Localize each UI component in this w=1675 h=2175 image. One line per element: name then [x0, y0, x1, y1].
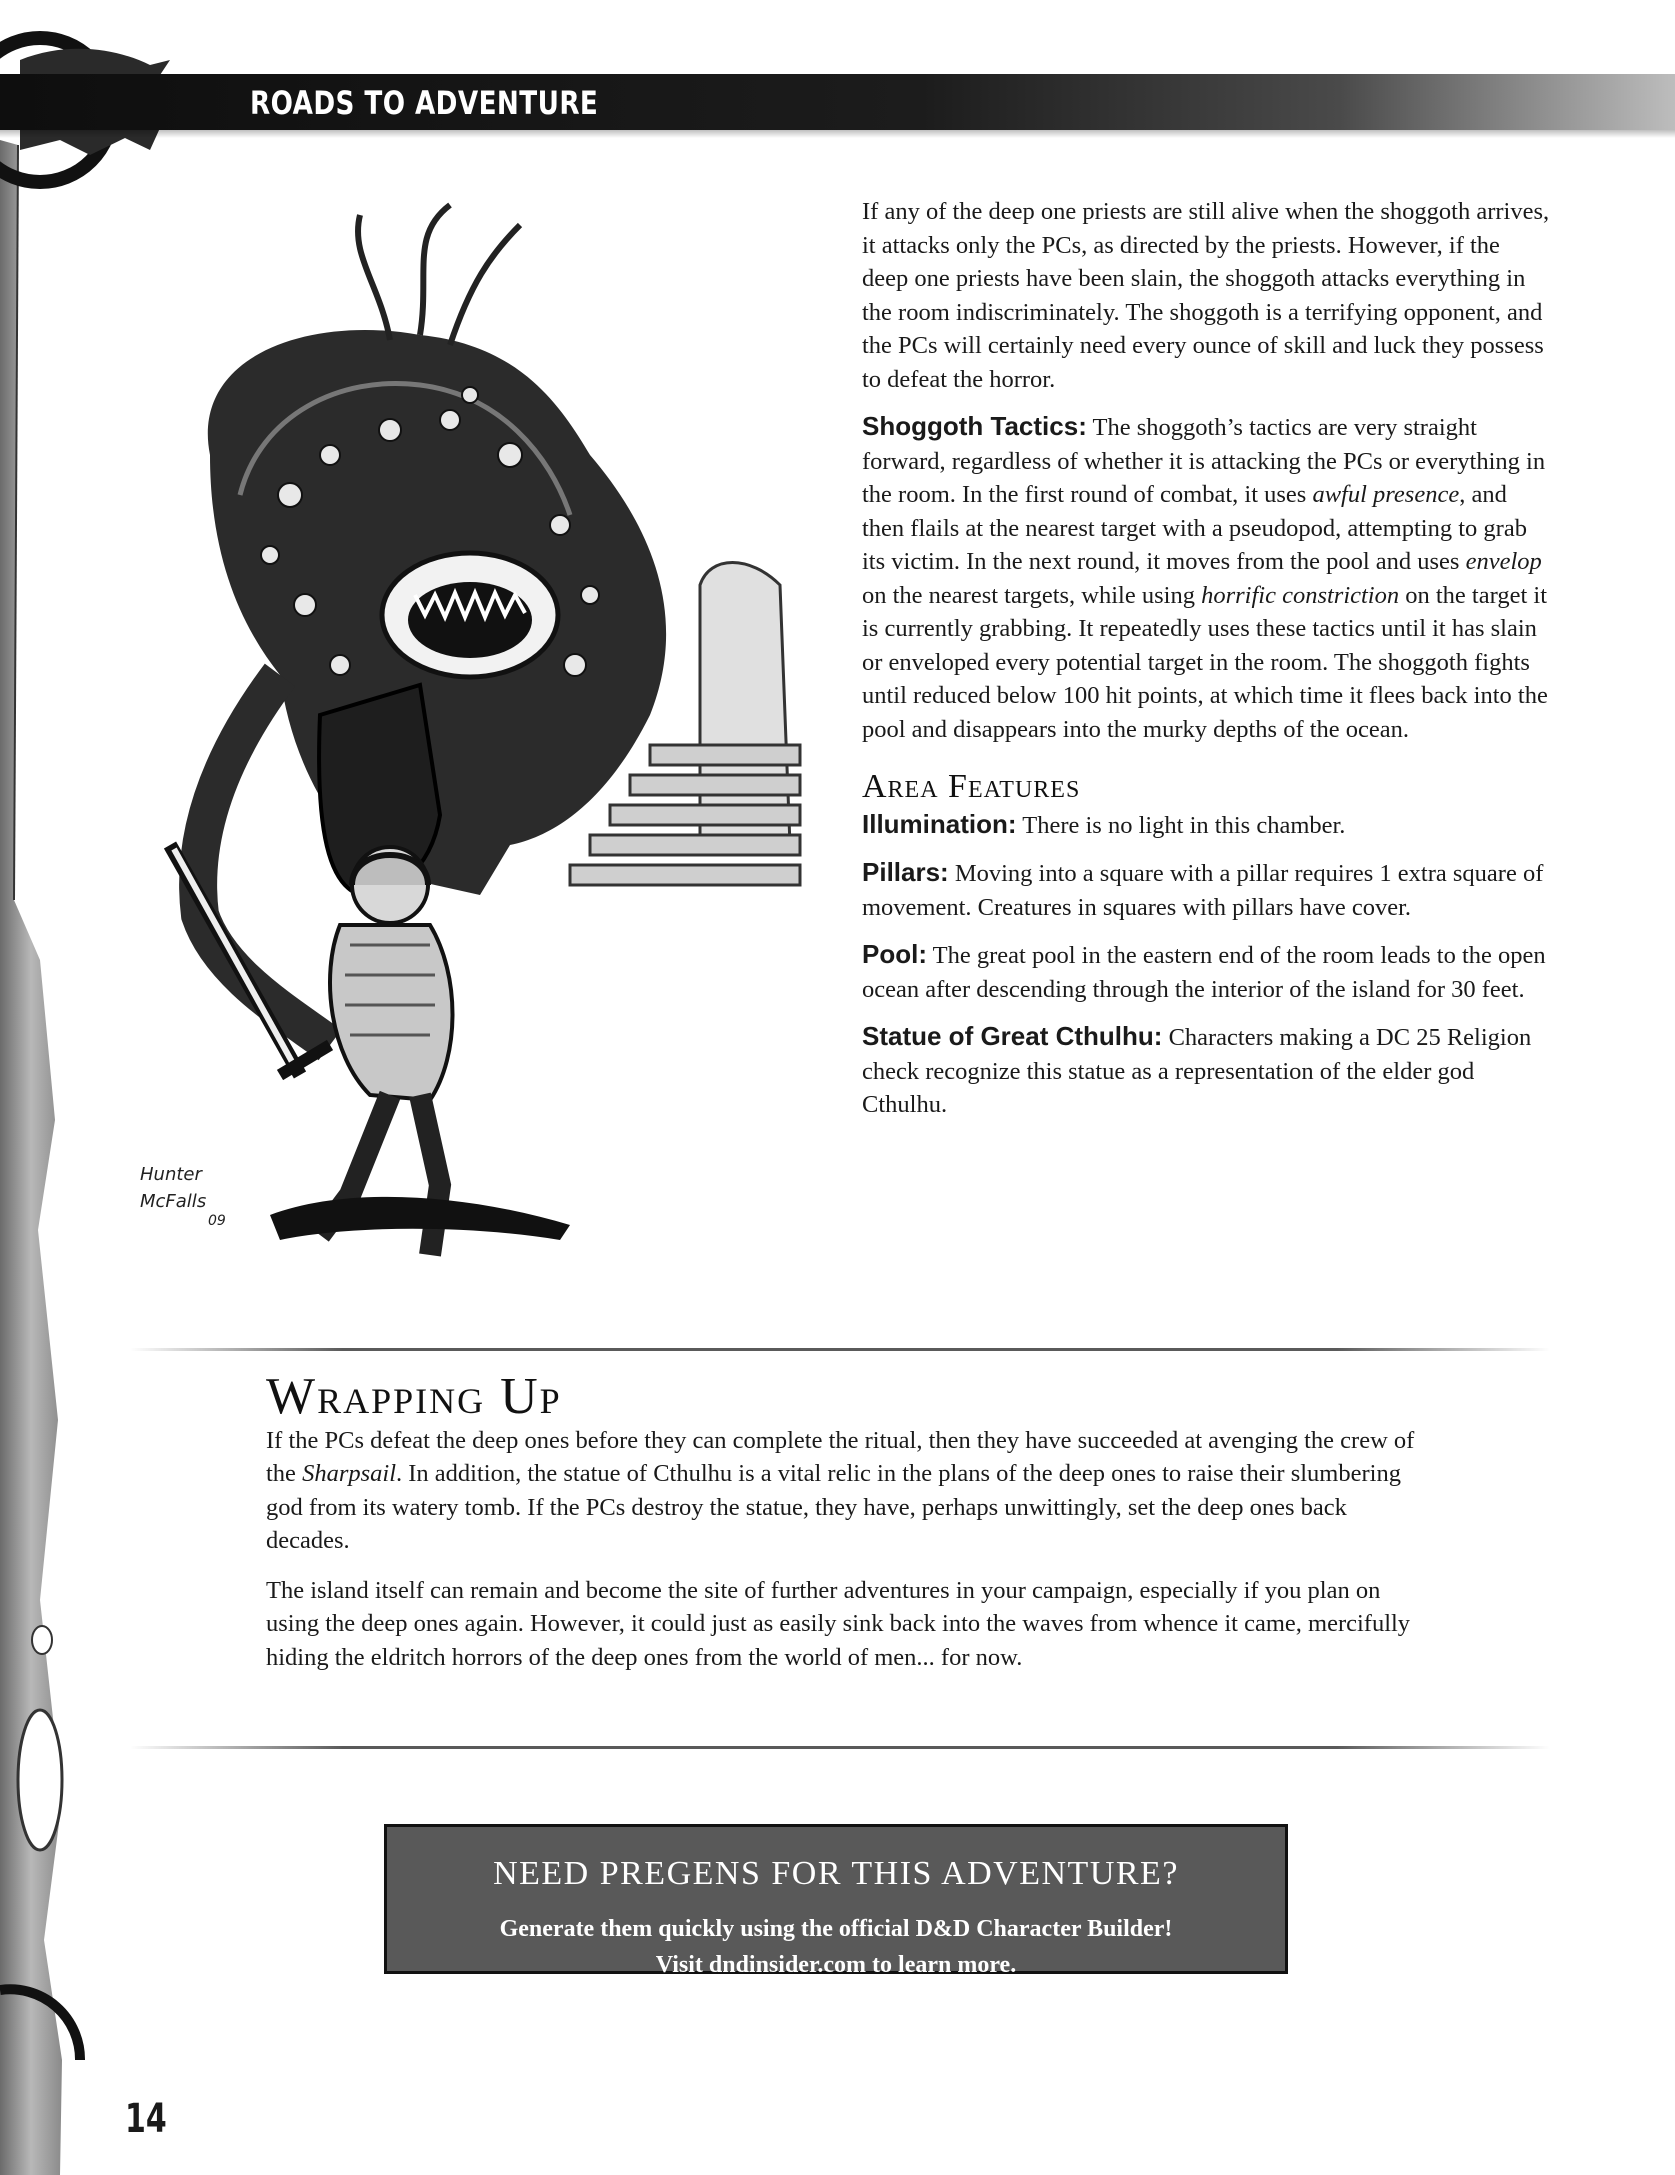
- feature-label: Statue of Great Cthulhu:: [862, 1021, 1163, 1051]
- promo-line-2: Visit dndinsider.com to learn more.: [655, 1952, 1017, 1978]
- svg-text:Hunter: Hunter: [140, 1164, 202, 1185]
- p1-text-a: If the PCs defeat the deep ones before they can complete the ritual, then they have succeeded at avenging the crew of the: [266, 1426, 1415, 1487]
- p1-text-b: . In addition, the statue of Cthulhu is a vital relic in the plans of the deep ones to raise their slumbering god from its watery tomb. If the PCs destroy the statue, they have, perhaps unwittingly, set the deep ones back decades.: [266, 1460, 1401, 1554]
- tactics-text-4: on the target it is currently grabbing. It repeatedly uses these tactics until it has slain or enveloped every potential target in the room. The shoggoth fights until reduced below 100 hit points, at which time it flees back into the pool and disappears into the murky depths of the ocean.: [862, 581, 1548, 743]
- section-divider-top: [130, 1348, 1550, 1351]
- shoggoth-tactics-paragraph: [862, 410, 1552, 746]
- shoggoth-tactics-label: Shoggoth Tactics:: [862, 411, 1087, 441]
- page-number: 14: [125, 2096, 167, 2142]
- intro-paragraph: If any of the deep one priests are still alive when the shoggoth arrives, it attacks only the PCs, as directed by the priests. However, if the deep one priests have been slain, the shoggoth attacks everything in the room indiscriminately. The shoggoth is a terrifying opponent, and the PCs will certainly need every ounce of skill and luck they possess to defeat the horror.: [862, 198, 1550, 393]
- tactics-em-envelop: envelop: [1465, 548, 1542, 575]
- wrapping-up-section: [266, 1368, 1416, 1690]
- right-column: [862, 195, 1552, 1136]
- p1-em-sharpsail: Sharpsail: [302, 1460, 396, 1487]
- area-features-heading: Area Features: [862, 768, 1081, 805]
- feature-statue: [862, 1020, 1552, 1122]
- wrapping-up-paragraph-2: The island itself can remain and become the site of further adventures in your campaign, especially if you plan on using the deep ones again. However, it could just as easily sink back into the waves from whence it came, mercifully hiding the eldritch horrors of the deep ones from the world of men... for now.: [266, 1576, 1411, 1671]
- feature-label: Pool:: [862, 939, 927, 969]
- header-title: ROADS TO ADVENTURE: [250, 84, 599, 122]
- shoggoth-illustration: [90, 195, 810, 1285]
- feature-pillars: [862, 856, 1552, 924]
- feature-text: Characters making a DC 25 Religion check recognize this statue as a representation of the elder god Cthulhu.: [862, 1024, 1532, 1118]
- wrapping-up-paragraph-1: [266, 1424, 1416, 1558]
- pregens-promo-box: [384, 1824, 1288, 1978]
- tactics-em-horrific-constriction: horrific constriction: [1201, 581, 1400, 609]
- svg-text:McFalls: McFalls: [140, 1191, 207, 1212]
- feature-pool: [862, 938, 1552, 1006]
- wrapping-up-heading: Wrapping Up: [266, 1368, 562, 1425]
- feature-text: There is no light in this chamber.: [1016, 811, 1346, 839]
- svg-text:09: 09: [208, 1213, 226, 1229]
- feature-label: Illumination:: [862, 808, 1017, 839]
- feature-label: Pillars:: [862, 857, 949, 887]
- tactics-text-1: The shoggoth’s tactics are very straight forward, regardless of whether it is attacking the PCs or everything in the room. In the first round of combat, it uses: [862, 414, 1546, 508]
- tactics-text-3: on the nearest targets, while using: [862, 581, 1202, 609]
- feature-text: Moving into a square with a pillar requires 1 extra square of movement. Creatures in squares with pillars have cover.: [862, 860, 1544, 921]
- tactics-text-2: , and then flails at the nearest target with a pseudopod, attempting to grab its victim. In the next round, it moves from the pool and uses: [862, 481, 1527, 575]
- tactics-em-awful-presence: awful presence: [1312, 481, 1460, 508]
- promo-line-1: Generate them quickly using the official D&D Character Builder!: [499, 1916, 1173, 1942]
- section-divider-bottom: [130, 1746, 1550, 1749]
- feature-illumination: [862, 808, 1552, 843]
- feature-text: The great pool in the eastern end of the room leads to the open ocean after descending through the interior of the island for 30 feet.: [862, 942, 1546, 1003]
- promo-title: NEED PREGENS FOR THIS ADVENTURE?: [493, 1855, 1179, 1892]
